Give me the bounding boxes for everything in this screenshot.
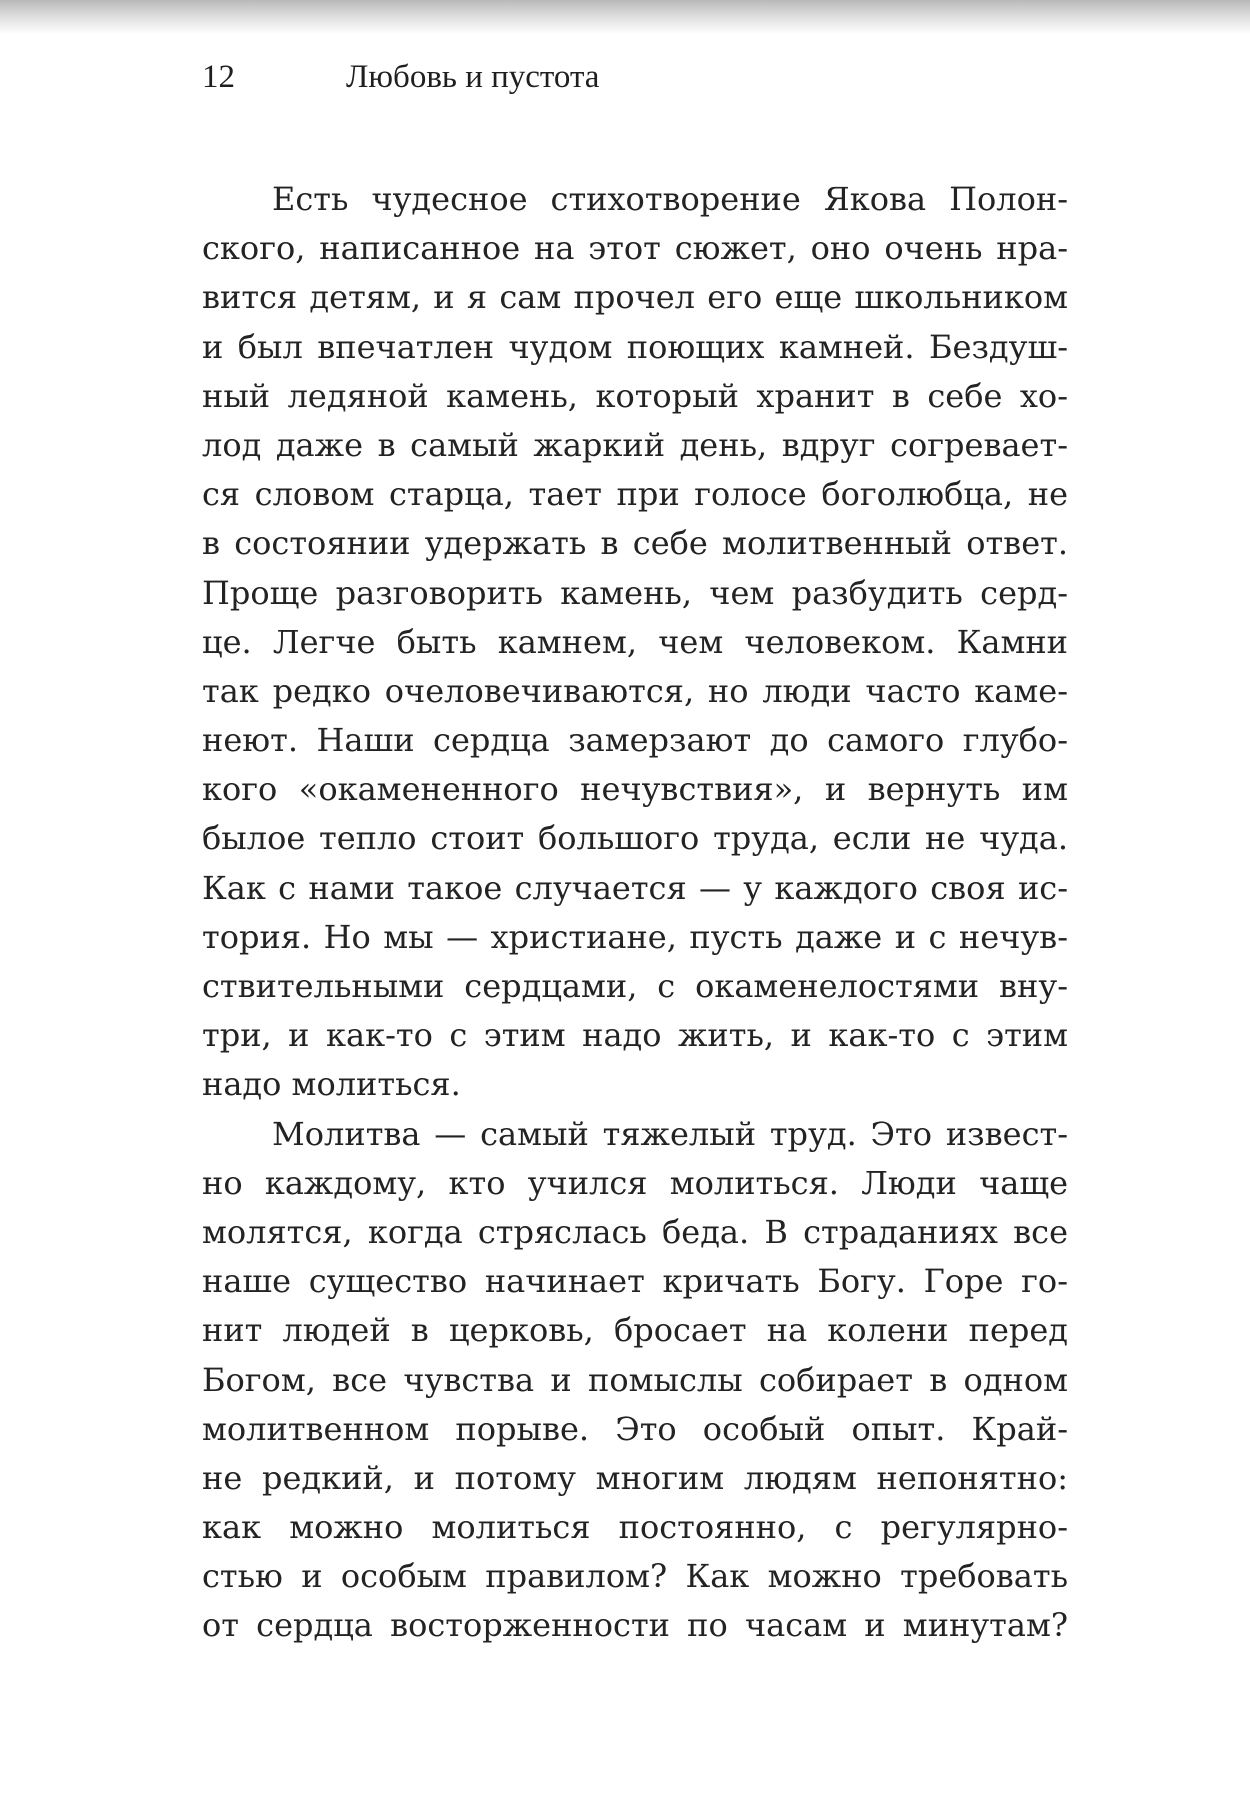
page-header xyxy=(0,52,1250,102)
text-line: ского, написанное на этот сюжет, оно очень нра- xyxy=(202,229,1068,268)
text-line: наше существо начинает кричать Богу. Горе го- xyxy=(202,1262,1068,1301)
text-line: це. Легче быть камнем, чем человеком. Камни xyxy=(202,622,1068,661)
paragraph-1 xyxy=(202,175,1068,1110)
text-line: молятся, когда стряслась беда. В страданиях все xyxy=(202,1212,1068,1251)
text-line: Молитва — самый тяжелый труд. Это извест- xyxy=(272,1114,1068,1153)
text-line: кого «окамененного нечувствия», и вернуть им xyxy=(202,770,1068,809)
page-number: 12 xyxy=(202,59,235,95)
text-line: ся словом старца, тает при голосе боголюбца, не xyxy=(202,475,1068,514)
text-line: и был впечатлен чудом поющих камней. Бездуш- xyxy=(202,327,1068,366)
text-line: молитвенном порыве. Это особый опыт. Край- xyxy=(202,1409,1068,1448)
text-line: от сердца восторженности по часам и минутам? xyxy=(202,1606,1068,1645)
text-line: нит людей в церковь, бросает на колени перед xyxy=(202,1311,1068,1350)
text-line: былое тепло стоит большого труда, если не чуда. xyxy=(202,819,1068,858)
text-line: лод даже в самый жаркий день, вдруг согревает- xyxy=(202,425,1068,464)
text-line: ный ледяной камень, который хранит в себе хо- xyxy=(202,376,1068,415)
text-line: три, и как-то с этим надо жить, и как-то с этим xyxy=(202,1016,1068,1055)
text-line: Есть чудесное стихотворение Якова Полон- xyxy=(272,180,1068,218)
text-line: так редко очеловечиваются, но люди часто каме- xyxy=(202,671,1068,710)
text-line: тория. Но мы — христиане, пусть даже и с нечув- xyxy=(202,917,1068,956)
text-line: но каждому, кто учился молиться. Люди чаще xyxy=(202,1163,1068,1202)
text-line: не редкий, и потому многим людям непонятно: xyxy=(202,1458,1068,1497)
text-line: неют. Наши сердца замерзают до самого глубо- xyxy=(202,721,1068,760)
text-line: вится детям, и я сам прочел его еще школьником xyxy=(202,278,1068,317)
text-line: стью и особым правилом? Как можно требовать xyxy=(202,1557,1068,1596)
text-line: как можно молиться постоянно, с регулярно- xyxy=(202,1508,1068,1547)
text-line: Как с нами такое случается — у каждого своя ис- xyxy=(202,868,1068,907)
top-edge-shadow xyxy=(0,0,1250,34)
text-line: Проще разговорить камень, чем разбудить серд- xyxy=(202,573,1068,612)
body-text xyxy=(202,175,1068,1651)
running-title: Любовь и пустота xyxy=(346,59,600,95)
text-line: в состоянии удержать в себе молитвенный ответ. xyxy=(202,524,1068,563)
text-line: ствительными сердцами, с окаменелостями вну- xyxy=(202,967,1068,1005)
text-line: Богом, все чувства и помыслы собирает в одном xyxy=(202,1360,1068,1399)
text-line: надо молиться. xyxy=(202,1065,461,1104)
paragraph-2 xyxy=(202,1110,1068,1651)
